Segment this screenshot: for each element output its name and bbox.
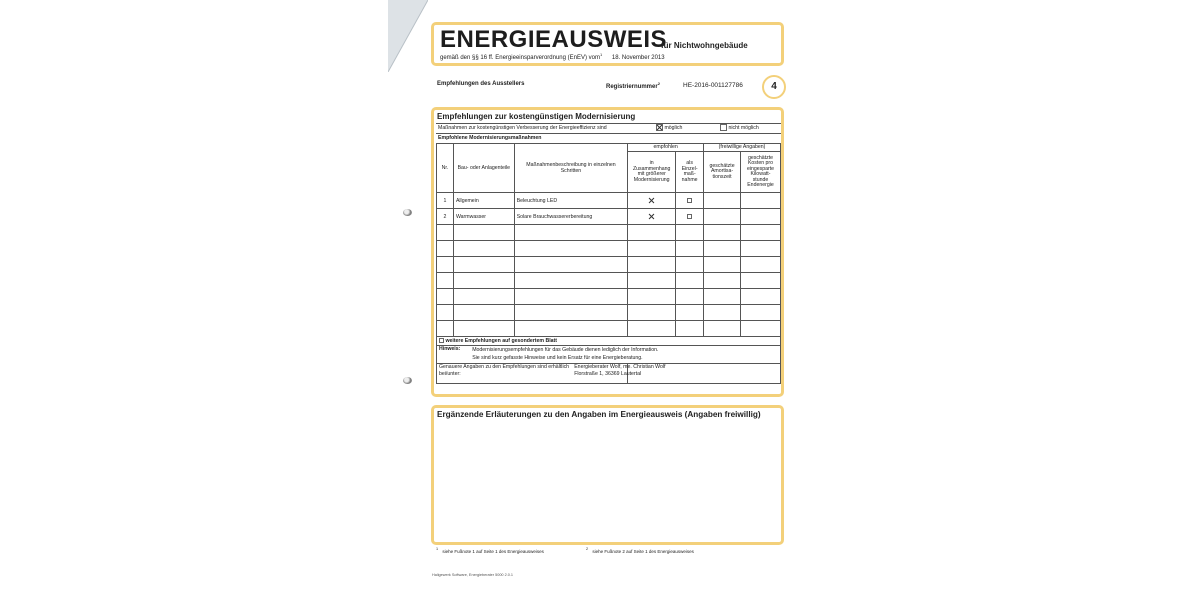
- footnote-2-mark: 2: [586, 547, 589, 551]
- row-amort-cell: [704, 209, 741, 225]
- row-amort-cell: [704, 193, 741, 209]
- single-measure-checkbox[interactable]: [687, 198, 692, 203]
- col-costs-header: [741, 152, 781, 193]
- punch-hole-bottom: [403, 377, 412, 384]
- table-row-empty: [437, 225, 781, 241]
- contact-line-1: Energieberater Wolf, me. Christian Wolf: [574, 364, 666, 370]
- more-recommendations-cell: [437, 337, 781, 346]
- table-row: [437, 209, 781, 225]
- footnote-mark: 1: [599, 52, 603, 57]
- notes-text-cell: [472, 346, 780, 364]
- col-optional-label: (freiwillige Angaben): [718, 144, 766, 150]
- supplement-frame: [431, 405, 784, 545]
- measures-table: [436, 143, 781, 384]
- footnote-2: [586, 547, 694, 554]
- col-desc-header: [514, 144, 628, 193]
- col-optional-header: [704, 144, 781, 152]
- page-corner-fold: [388, 0, 428, 72]
- measures-text: Maßnahmen zur kostengünstigen Verbesserung der Energieeffizienz sind: [438, 125, 607, 131]
- notes-row: [437, 346, 781, 364]
- contact-row: [437, 364, 781, 384]
- col-single-label: als Einzel-maß-nahme: [681, 160, 698, 183]
- registration-label-text: Registriernummer: [606, 84, 658, 90]
- contact-info-cell: [574, 364, 781, 384]
- col-part-label: Bau- oder Anlagenteile: [457, 165, 511, 171]
- supplement-title: Ergänzende Erläuterungen zu den Angaben im Energieausweis (Angaben freiwillig): [437, 410, 761, 419]
- col-single-header: [676, 152, 704, 193]
- table-row-empty: [437, 241, 781, 257]
- more-recommendations-label: weitere Empfehlungen auf gesondertem Blatt: [445, 338, 558, 344]
- in-context-checkbox[interactable]: [649, 198, 654, 203]
- footnote-1: [436, 547, 544, 554]
- row-costs-cell: [741, 209, 781, 225]
- not-possible-checkbox[interactable]: [720, 124, 727, 131]
- table-row-empty: [437, 305, 781, 321]
- in-context-checkbox[interactable]: [649, 214, 654, 219]
- single-measure-checkbox[interactable]: [687, 214, 692, 219]
- col-in-context-header: [628, 152, 676, 193]
- legal-basis: [440, 52, 665, 61]
- publisher-line: Haligewerk Software, Energieberater 5000 2.0.1: [432, 573, 514, 577]
- table-row-empty: [437, 289, 781, 305]
- enev-date: 18. November 2013: [611, 55, 665, 61]
- possible-checkbox[interactable]: [656, 124, 663, 131]
- not-possible-label: nicht möglich: [728, 125, 759, 131]
- col-nr-header: [437, 144, 454, 193]
- contact-line-2: Florstraße 1, 36369 Lautertal: [574, 371, 642, 377]
- col-in-context-label: in Zusammenhang mit größerer Modernisierung: [632, 160, 671, 183]
- row-single-cell: [676, 209, 704, 225]
- table-row-empty: [437, 273, 781, 289]
- footnote-2-text: siehe Fußnote 2 auf Seite 1 des Energieausweises: [592, 548, 694, 554]
- page-number-badge: 4: [762, 75, 786, 99]
- row-nr: 1: [437, 193, 454, 209]
- table-row-empty: [437, 321, 781, 337]
- registration-number: HE-2016-001127786: [683, 82, 743, 89]
- legal-basis-text: gemäß den §§ 16 ff. Energieeinsparverordnung (EnEV) vom: [440, 55, 600, 61]
- document-subtitle: für Nichtwohngebäude: [661, 41, 748, 50]
- row-nr: 2: [437, 209, 454, 225]
- row-in-context-cell: [628, 209, 676, 225]
- col-part-header: [453, 144, 514, 193]
- more-recommendations-checkbox[interactable]: [439, 338, 444, 343]
- row-part: Warmwasser: [453, 209, 514, 225]
- recommendations-title: Empfehlungen zur kostengünstigen Modernisierung: [437, 112, 636, 121]
- notes-line-2: Sie sind kurz gefasste Hinweise und kein Ersatz für eine Energieberatung.: [472, 355, 643, 361]
- row-desc: Beleuchtung LED: [514, 193, 628, 209]
- row-part: Allgemein: [453, 193, 514, 209]
- col-costs-label: geschätzte Kosten pro eingesparte Kilowatt-stunde Endenergie: [746, 154, 775, 188]
- more-recommendations-row: [437, 337, 781, 346]
- punch-hole-top: [403, 209, 412, 216]
- col-amort-label: geschätzte Amortisa-tionszeit: [709, 162, 735, 180]
- measures-line: [436, 123, 781, 134]
- footnote-1-mark: 1: [436, 547, 439, 551]
- row-single-cell: [676, 193, 704, 209]
- col-recommended-header: [628, 144, 704, 152]
- notes-label: Hinweis:: [439, 346, 461, 352]
- footnote-1-text: siehe Fußnote 1 auf Seite 1 des Energieausweises: [442, 548, 544, 554]
- col-desc-label: Maßnahmenbeschreibung in einzelnen Schritten: [526, 162, 616, 174]
- notes-line-1: Modernisierungsempfehlungen für das Gebäude dienen lediglich der Information.: [472, 347, 659, 353]
- possible-label: möglich: [664, 125, 683, 131]
- registration-label: [606, 81, 660, 90]
- row-in-context-cell: [628, 193, 676, 209]
- contact-label: Genauere Angaben zu den Empfehlungen sind erhältlich bei/unter:: [439, 364, 570, 377]
- recommended-measures-heading: Empfohlene Modernisierungsmaßnahmen: [438, 135, 542, 141]
- row-desc: Solare Brauchwassererbereitung: [514, 209, 628, 225]
- col-nr-label: Nr.: [441, 165, 449, 171]
- table-row-empty: [437, 257, 781, 273]
- col-amort-header: [704, 152, 741, 193]
- registration-footnote-mark: 2: [657, 81, 660, 86]
- document-title: ENERGIEAUSWEIS: [440, 26, 668, 53]
- section-label: Empfehlungen des Ausstellers: [437, 81, 525, 87]
- table-row: [437, 193, 781, 209]
- possible-option: [656, 124, 682, 133]
- col-recommended-label: empfohlen: [653, 144, 678, 150]
- row-costs-cell: [741, 193, 781, 209]
- not-possible-option: [720, 124, 759, 133]
